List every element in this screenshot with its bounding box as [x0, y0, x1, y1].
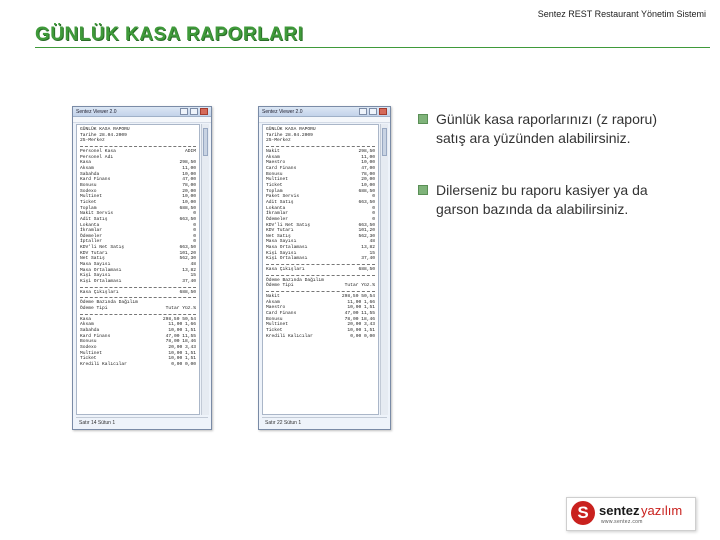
report-line-value: 298,50: [179, 160, 196, 166]
maximize-icon[interactable]: [369, 108, 377, 115]
report-line-label: 25-Merkez: [80, 138, 105, 144]
report-line-value: 48: [190, 262, 196, 268]
logo-name-light: yazılım: [641, 503, 683, 518]
report-line-label: Bonusu: [80, 182, 97, 188]
report-line: [266, 138, 375, 144]
report-line-value: 10,00 1,51: [347, 305, 375, 311]
report-line-label: Kasa: [80, 316, 92, 322]
report-line-value: 10,00: [182, 199, 196, 205]
report-line-label: Ödeme Tipi: [266, 283, 294, 289]
report-line-label: Sabahda: [80, 328, 100, 333]
report-line-value: 20,00: [182, 188, 196, 194]
report-line: [80, 279, 196, 285]
report-line-value: 78,00 18,46: [344, 316, 375, 322]
report-line-value: 562,30: [358, 233, 375, 239]
bullet-square-icon: [418, 114, 428, 124]
report-separator: [80, 146, 196, 147]
report-line-label: Bonusu: [80, 339, 97, 345]
report-line-value: 298,50 50,54: [341, 294, 375, 300]
report-line-value: 688,50: [358, 267, 375, 273]
report-line-label: Kredili Kalıcılar: [80, 361, 127, 367]
report-separator: [266, 146, 375, 147]
report-line: [266, 256, 375, 262]
report-line-value: 0: [193, 222, 196, 228]
report-line-value: 20,00 3,43: [347, 322, 375, 328]
report-line-label: 25-Merkez: [266, 138, 291, 144]
report-line-label: Lokanta: [266, 205, 286, 211]
window-title: Sentez Viewer 2.0: [76, 108, 117, 115]
minimize-icon[interactable]: [180, 108, 188, 115]
report-line-value: 0: [193, 211, 196, 217]
report-line-label: Kişi Sayısı: [80, 273, 111, 279]
report-line-label: Ödeme Bazında Dağılım: [266, 277, 324, 283]
report-line-label: Ödeme Tipi: [80, 306, 108, 312]
report-separator: [80, 297, 196, 298]
report-line-value: 15: [190, 273, 196, 279]
report-line-value: 37,40: [361, 256, 375, 262]
report-line-label: Multinet: [266, 177, 289, 183]
report-line-label: Kasa Çıkışları: [80, 289, 119, 295]
report-line-value: 47,00: [361, 165, 375, 171]
report-line-value: 663,50: [358, 199, 375, 205]
report-line-label: İkramlar: [266, 211, 289, 217]
report-line-label: Personel Kasa: [80, 148, 116, 154]
report-line-label: Kredili Kalıcılar: [266, 333, 313, 339]
report-line-value: 78,00 18,46: [165, 339, 196, 345]
report-line-label: Kişi Ortalaması: [266, 256, 308, 262]
bullet-square-icon: [418, 185, 428, 195]
vertical-scrollbar[interactable]: [380, 124, 388, 415]
report-line-label: Kişi Sayısı: [266, 250, 297, 256]
report-line-label: KDV Tutarı: [80, 250, 108, 256]
report-line-label: Masa Sayısı: [80, 262, 111, 268]
report-line-label: Net Satış: [266, 233, 291, 239]
report-line-label: Kasa: [80, 160, 92, 166]
report-line-label: Multinet: [80, 194, 103, 200]
report-line: [80, 138, 196, 144]
report-line-value: 10,00: [182, 171, 196, 177]
report-line-value: 298,50: [358, 148, 375, 154]
report-line-value: 663,50: [358, 222, 375, 228]
report-line-value: 663,50: [179, 216, 196, 222]
report-line-label: Masa Sayısı: [266, 239, 297, 245]
report-line-label: Card Finans: [266, 165, 297, 171]
report-line-value: 10,00 1,51: [347, 328, 375, 333]
report-line-label: İkramlar: [80, 228, 103, 234]
window-menubar: [259, 117, 390, 123]
report-separator: [266, 264, 375, 265]
report-line: [266, 283, 375, 289]
bullet-item: [418, 110, 688, 148]
report-line-value: 10,00: [361, 182, 375, 188]
report-line-value: 0: [372, 194, 375, 200]
report-line-label: Lokanta: [80, 222, 100, 228]
report-line-value: 10,00 1,51: [168, 350, 196, 356]
report-line-label: Ödemeler: [266, 216, 289, 222]
report-line-value: 298,50 50,54: [162, 316, 196, 322]
report-line-label: Aksam: [80, 322, 94, 328]
report-line-label: Nakit Servis: [80, 211, 114, 217]
bullet-text: Günlük kasa raporlarınızı (z raporu) satış ara yüzünden alabilirsiniz.: [436, 111, 657, 146]
report-line-value: ADIM: [184, 148, 196, 154]
report-line-value: 78,00: [361, 171, 375, 177]
report-line-value: 13,82: [361, 245, 375, 251]
report-line: [266, 334, 375, 340]
company-logo: [566, 497, 696, 531]
report-line-label: Ticket: [266, 182, 283, 188]
report-line-value: 0: [193, 233, 196, 239]
report-line-label: Ödeme Bazında Dağılım: [80, 300, 138, 306]
report-line-label: Personel Adı: [80, 154, 114, 160]
report-line-value: 11,00: [361, 154, 375, 160]
report-separator: [80, 287, 196, 288]
logo-url: www.sentez.com: [601, 519, 643, 525]
report-line-value: 0: [372, 205, 375, 211]
report-line: [80, 306, 196, 312]
report-line-label: GÜNLÜK KASA RAPORU: [80, 127, 130, 132]
report-line-value: 47,00: [182, 177, 196, 183]
report-line-value: 10,00 1,51: [168, 328, 196, 333]
report-line-label: Card Finans: [266, 311, 297, 317]
report-line-label: Nakit: [266, 148, 280, 154]
report-line-label: Multinet: [266, 322, 289, 328]
report-line-value: 15: [369, 250, 375, 256]
window-statusbar: Satır 22 Sütun 1: [262, 417, 387, 427]
report-line-label: Tarihe 28.04.2009: [80, 132, 127, 138]
report-line-label: Adit Satış: [266, 199, 294, 205]
report-separator: [266, 291, 375, 292]
logo-name-bold: sentez: [599, 503, 640, 518]
report-line-label: KDV'li Net Satış: [80, 245, 125, 251]
report-line: [80, 290, 196, 296]
report-line-label: Maestro: [266, 160, 286, 166]
report-line-value: 0: [193, 239, 196, 245]
system-name: Sentez REST Restaurant Yönetim Sistemi: [537, 9, 706, 19]
report-line-value: 20,00 3,43: [168, 344, 196, 350]
window-titlebar[interactable]: [73, 107, 211, 117]
report-line-value: 11,00: [182, 165, 196, 171]
report-line-label: GÜNLÜK KASA RAPORU: [266, 127, 316, 132]
report-line-value: 47,00 11,55: [344, 311, 375, 317]
report-line-label: Toplam: [80, 205, 97, 211]
report-line-value: Tutar Yüz.%: [344, 283, 375, 289]
report-line-label: Masa Ortalaması: [266, 245, 308, 251]
report-line-label: Kasa Çıkışları: [266, 267, 305, 273]
report-line: [80, 362, 196, 368]
close-icon[interactable]: [379, 108, 387, 115]
report-line-value: 0: [193, 228, 196, 234]
report-line-label: Kard Finans: [80, 333, 111, 339]
report-line-value: 0,00 0,00: [171, 361, 196, 367]
report-text-area[interactable]: [76, 124, 200, 415]
report-text-area[interactable]: [262, 124, 379, 415]
report-line-value: 37,40: [182, 279, 196, 285]
report-line-value: 78,00: [182, 182, 196, 188]
report-line-value: 663,50: [179, 245, 196, 251]
report-line-label: Net Satış: [80, 256, 105, 262]
report-line-label: Masa Ortalaması: [80, 267, 122, 273]
report-line-value: 13,82: [182, 267, 196, 273]
window-statusbar: Satır 14 Sütun 1: [76, 417, 208, 427]
report-line-label: Aksam: [266, 154, 280, 160]
report-viewer-window-2[interactable]: [258, 106, 391, 430]
report-viewer-window-1[interactable]: [72, 106, 212, 430]
report-line-value: 0,00 0,00: [350, 333, 375, 339]
report-line-label: Kişi Ortalaması: [80, 279, 122, 285]
report-line-value: 562,30: [179, 256, 196, 262]
vertical-scrollbar[interactable]: [201, 124, 209, 415]
report-line-value: 11,00 1,66: [168, 322, 196, 328]
report-line-label: İptaller: [80, 239, 103, 245]
report-line-label: Adit Satış: [80, 216, 108, 222]
report-line-value: 0: [372, 211, 375, 217]
report-line-value: 101,20: [179, 250, 196, 256]
report-line-label: Sodexo: [80, 188, 97, 194]
report-line-label: Sabahda: [80, 171, 100, 177]
report-line-label: Ticket: [80, 356, 97, 362]
minimize-icon[interactable]: [359, 108, 367, 115]
report-line-label: Ticket: [80, 199, 97, 205]
report-line-label: Ticket: [266, 328, 283, 333]
report-line-value: 688,50: [179, 205, 196, 211]
report-line-value: 0: [372, 216, 375, 222]
report-line-label: Toplam: [266, 188, 283, 194]
report-line-value: 101,20: [358, 228, 375, 234]
report-line-label: Paket Servis: [266, 194, 300, 200]
report-line-value: 10,00 1,51: [168, 356, 196, 362]
report-line-value: Tutar Yüz.%: [165, 306, 196, 312]
report-line-value: 10,00: [361, 160, 375, 166]
bullet-item: [418, 181, 688, 219]
report-line-label: Tarihe 28.04.2009: [266, 132, 313, 138]
window-menubar: [73, 117, 211, 123]
report-line-value: 48: [369, 239, 375, 245]
report-line-value: 20,00: [361, 177, 375, 183]
page-title: GÜNLÜK KASA RAPORLARI: [35, 24, 304, 45]
logo-mark-icon: S: [571, 501, 595, 525]
report-line-label: Aksam: [266, 299, 280, 305]
report-line-label: KDV'li Net Satış: [266, 222, 311, 228]
scrollbar-thumb[interactable]: [203, 128, 208, 156]
title-divider: [35, 47, 710, 48]
report-line-label: Kard Finans: [80, 177, 111, 183]
report-line-label: Ödemeler: [80, 233, 103, 239]
feature-bullets: [418, 110, 688, 252]
report-separator: [266, 275, 375, 276]
report-line-value: 688,50: [358, 188, 375, 194]
bullet-text: Dilerseniz bu raporu kasiyer ya da garson bazında da alabilirsiniz.: [436, 182, 648, 217]
report-line-label: Aksam: [80, 165, 94, 171]
report-line-label: Multinet: [80, 350, 103, 356]
maximize-icon[interactable]: [190, 108, 198, 115]
scrollbar-thumb[interactable]: [382, 128, 387, 156]
report-line-value: 47,00 11,55: [165, 333, 196, 339]
report-separator: [80, 314, 196, 315]
report-line-value: 10,00: [182, 194, 196, 200]
report-line-label: Maestro: [266, 305, 286, 311]
window-titlebar[interactable]: [259, 107, 390, 117]
report-line-label: KDV Tutarı: [266, 228, 294, 234]
report-line-value: 688,50: [179, 289, 196, 295]
window-title: Sentez Viewer 2.0: [262, 108, 303, 115]
report-line-label: Sodexo: [80, 344, 97, 350]
report-line-label: Bonusu: [266, 171, 283, 177]
close-icon[interactable]: [200, 108, 208, 115]
report-line: [266, 267, 375, 273]
report-line-label: Nakit: [266, 294, 280, 300]
report-line-value: 11,00 1,66: [347, 299, 375, 305]
report-line-label: Bonusu: [266, 316, 283, 322]
